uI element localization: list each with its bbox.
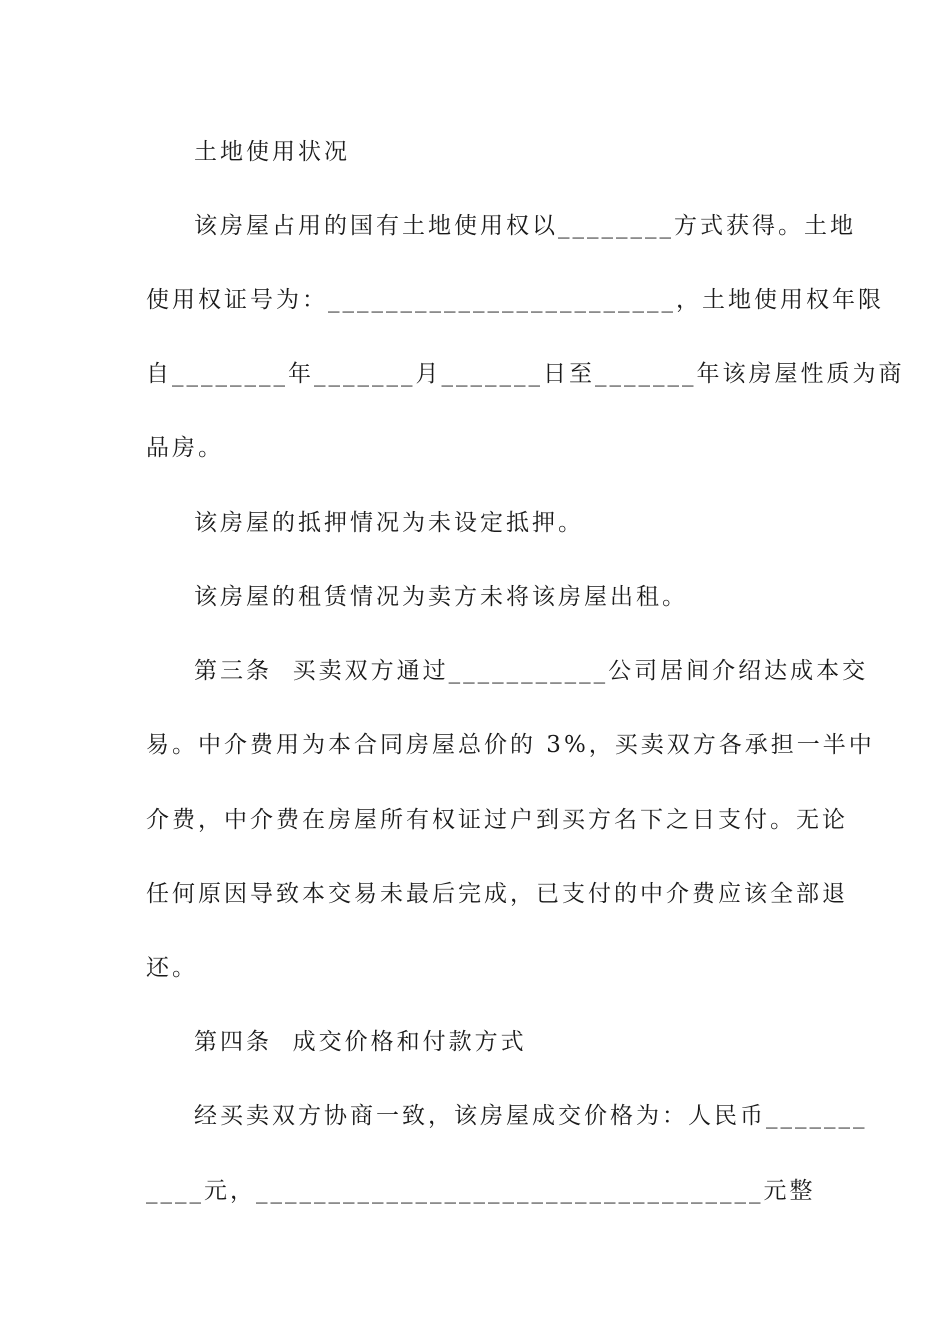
article-three-line: 第三条 买卖双方通过___________公司居间介绍达成本交 <box>194 658 869 684</box>
paragraph-line: 使用权证号为：________________________，土地使用权年限 <box>146 287 884 313</box>
section-heading-land-use: 土地使用状况 <box>194 139 350 165</box>
paragraph-line: 还。 <box>146 955 198 981</box>
paragraph-line-lease: 该房屋的租赁情况为卖方未将该房屋出租。 <box>194 584 688 610</box>
paragraph-line: 自________年_______月_______日至_______年该房屋性质为商 <box>146 361 905 387</box>
paragraph-line: 品房。 <box>146 435 224 461</box>
paragraph-line: 该房屋占用的国有土地使用权以________方式获得。土地 <box>194 213 856 239</box>
paragraph-line: 任何原因导致本交易未最后完成，已支付的中介费应该全部退 <box>146 881 848 907</box>
paragraph-line-mortgage: 该房屋的抵押情况为未设定抵押。 <box>194 510 584 536</box>
paragraph-line: 介费，中介费在房屋所有权证过户到买方名下之日支付。无论 <box>146 807 848 833</box>
paragraph-line: 易。中介费用为本合同房屋总价的 3%，买卖双方各承担一半中 <box>146 732 875 758</box>
paragraph-line-price: 经买卖双方协商一致，该房屋成交价格为：人民币_______ <box>194 1103 868 1129</box>
article-four-heading: 第四条 成交价格和付款方式 <box>194 1029 527 1055</box>
paragraph-line-price-amount: ____元，___________________________________元整 <box>146 1178 816 1204</box>
